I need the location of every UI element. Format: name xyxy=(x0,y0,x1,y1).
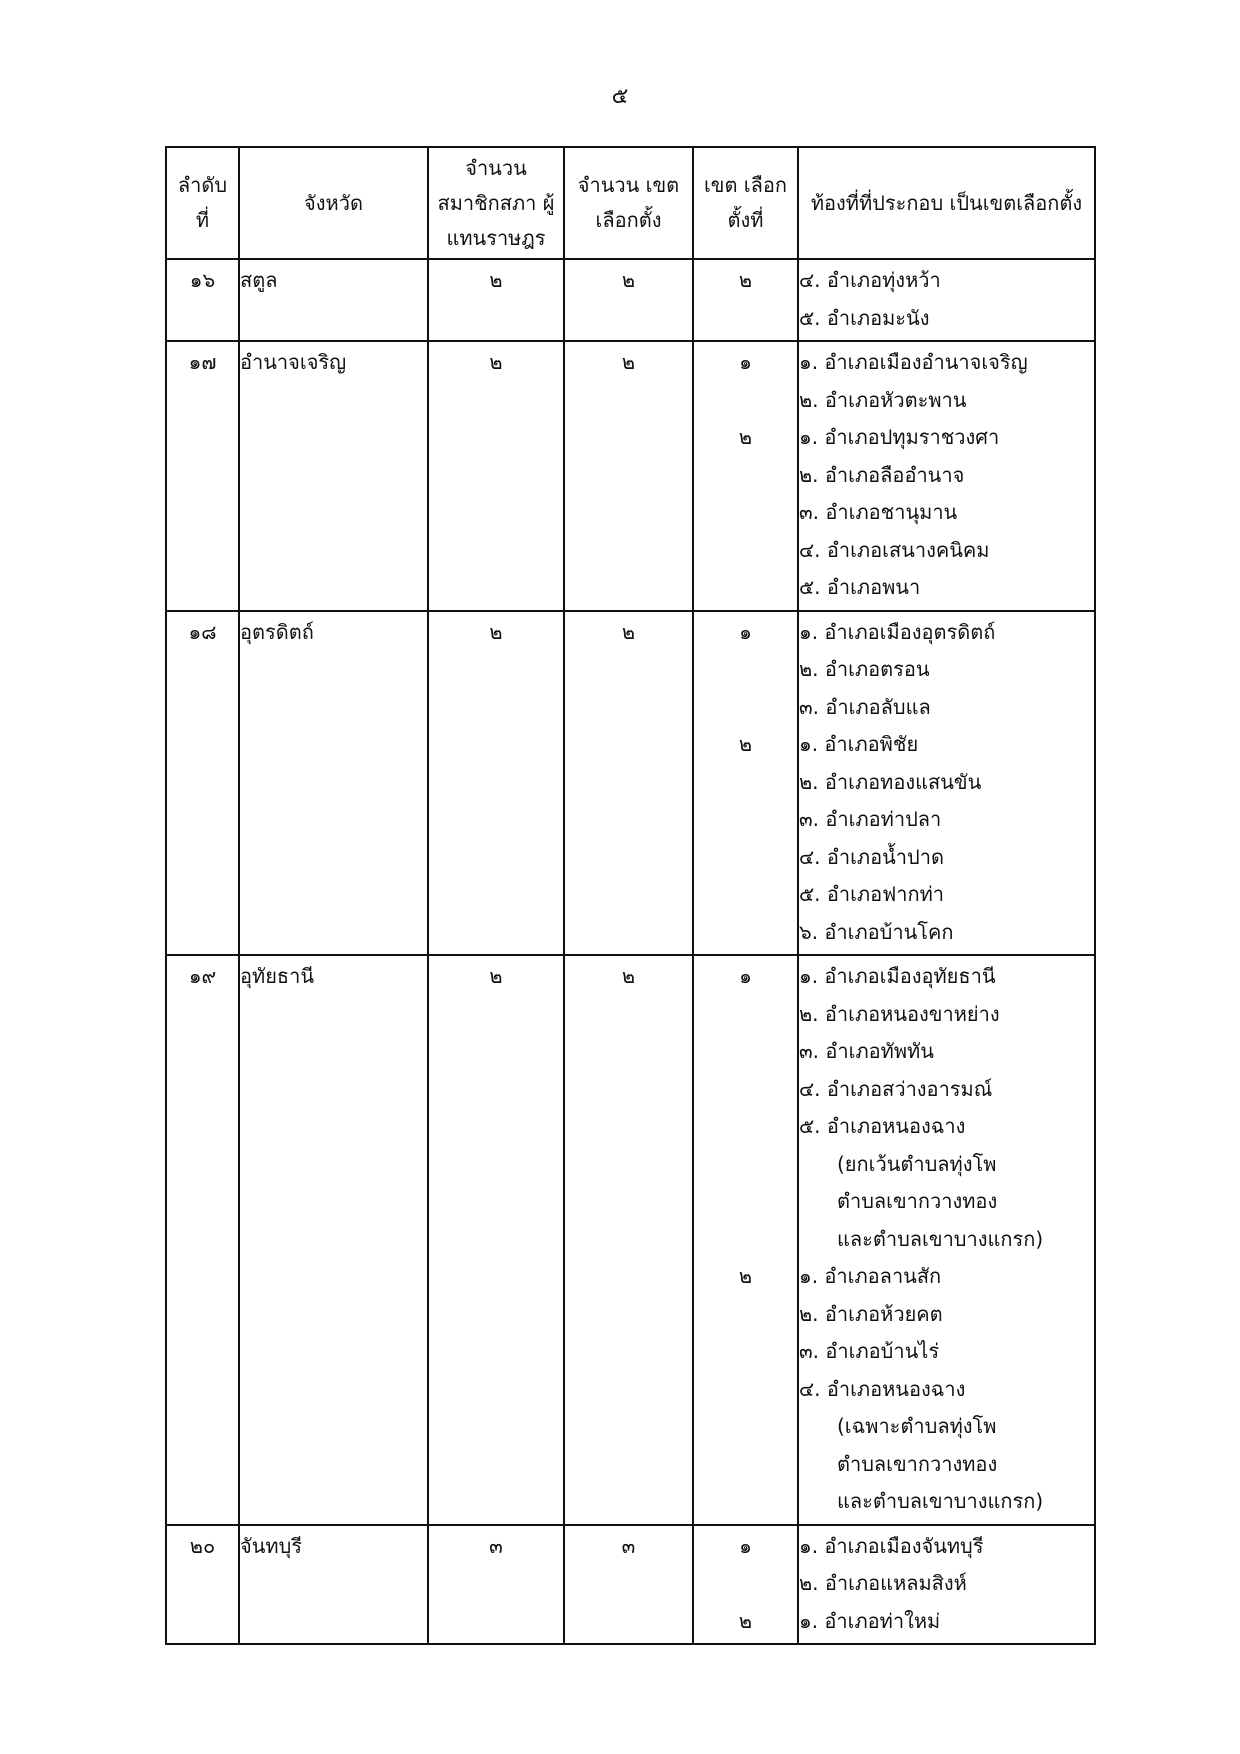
area-line: ตำบลเขากวางทอง xyxy=(837,1451,998,1476)
districts-count-cell xyxy=(564,341,693,611)
area-line: ๓. อำเภอบ้านไร่ xyxy=(799,1339,940,1363)
area-line: ๑. อำเภอเมืองอุทัยธานี xyxy=(799,964,996,988)
districts-count-cell xyxy=(564,611,693,956)
province-name-cell xyxy=(239,259,428,341)
district-number xyxy=(694,1371,797,1409)
table-row xyxy=(166,955,1095,1525)
area-line: ๒. อำเภอแหลมสิงห์ xyxy=(799,1571,967,1595)
district-number xyxy=(694,996,797,1034)
members-count: ๒ xyxy=(489,964,503,988)
order-number: ๑๘ xyxy=(188,619,217,644)
header-province: จังหวัด xyxy=(239,147,428,259)
district-number xyxy=(694,382,797,420)
province-name: อุทัยธานี xyxy=(240,964,315,988)
area-line: ๑. อำเภอพิชัย xyxy=(799,732,919,756)
area-line: ๒. อำเภอทองแสนขัน xyxy=(799,769,982,794)
district-number: ๒ xyxy=(738,1608,753,1633)
order-number: ๒๐ xyxy=(189,1533,216,1558)
district-number xyxy=(694,569,797,607)
header-order: ลำดับ ที่ xyxy=(166,147,239,259)
area-line: ๓. อำเภอทัพทัน xyxy=(799,1039,934,1063)
areas-cell xyxy=(798,259,1095,341)
area-line: ๑. อำเภอปทุมราชวงศา xyxy=(799,425,1000,449)
area-line: ๒. อำเภอตรอน xyxy=(799,657,930,681)
district-number xyxy=(694,1221,797,1259)
area-line: ๕. อำเภอมะนัง xyxy=(799,305,930,330)
district-number xyxy=(694,1446,797,1484)
province-name: อุตรดิตถ์ xyxy=(240,619,314,644)
district-number: ๒ xyxy=(738,732,753,756)
district-number-cell xyxy=(693,1525,798,1645)
area-line: ๔. อำเภอหนองฉาง xyxy=(799,1376,966,1401)
district-number: ๑ xyxy=(739,964,752,988)
district-number-cell xyxy=(693,259,798,341)
areas-cell xyxy=(798,611,1095,956)
page-number: ๕ xyxy=(611,84,629,109)
area-line: ๒. อำเภอห้วยคต xyxy=(799,1301,943,1326)
province-name-cell xyxy=(239,341,428,611)
area-line: ตำบลเขากวางทอง xyxy=(837,1189,998,1213)
area-line: (เฉพาะตำบลทุ่งโพ xyxy=(837,1414,997,1438)
districts-count: ๒ xyxy=(621,619,636,644)
order-number-cell xyxy=(166,1525,239,1645)
header-districts-count: จำนวน เขตเลือกตั้ง xyxy=(564,147,693,259)
area-line: ๔. อำเภอสว่างอารมณ์ xyxy=(799,1076,993,1101)
header-district-no: เขต เลือกตั้งที่ xyxy=(693,147,798,259)
province-name-cell xyxy=(239,1525,428,1645)
members-count-cell xyxy=(428,1525,564,1645)
district-number xyxy=(694,1408,797,1446)
order-number-cell xyxy=(166,259,239,341)
area-line: ๓. อำเภอลับแล xyxy=(799,694,931,719)
constituency-table xyxy=(165,146,1096,1645)
district-number xyxy=(694,457,797,495)
district-number: ๒ xyxy=(738,425,753,449)
province-name: อำนาจเจริญ xyxy=(240,350,347,374)
members-count: ๓ xyxy=(489,1533,503,1558)
area-line: ๒. อำเภอหัวตะพาน xyxy=(799,387,967,412)
district-number xyxy=(694,1296,797,1334)
district-number xyxy=(694,839,797,877)
districts-count: ๓ xyxy=(621,1533,636,1558)
order-number: ๑๖ xyxy=(189,268,216,292)
district-number xyxy=(694,1146,797,1184)
order-number-cell xyxy=(166,955,239,1525)
area-line: ๓. อำเภอท่าปลา xyxy=(799,807,942,831)
members-count: ๒ xyxy=(489,619,503,644)
area-line: ๔. อำเภอทุ่งหว้า xyxy=(799,268,941,292)
district-number: ๑ xyxy=(739,350,752,374)
province-name-cell xyxy=(239,611,428,956)
area-line: ๑. อำเภอท่าใหม่ xyxy=(799,1608,941,1633)
district-number xyxy=(694,651,797,689)
area-line: ๑. อำเภอเมืองจันทบุรี xyxy=(799,1533,984,1558)
members-count-cell xyxy=(428,955,564,1525)
table-body xyxy=(166,259,1095,1644)
table-row xyxy=(166,341,1095,611)
districts-count: ๒ xyxy=(621,964,636,988)
order-number: ๑๗ xyxy=(188,350,217,374)
area-line: ๑. อำเภอเมืองอุตรดิตถ์ xyxy=(799,619,996,644)
area-line: ๒. อำเภอลืออำนาจ xyxy=(799,462,965,487)
district-number-cell xyxy=(693,611,798,956)
area-line: ๕. อำเภอฟากท่า xyxy=(799,882,945,906)
district-number: ๑ xyxy=(739,1533,752,1558)
members-count-cell xyxy=(428,259,564,341)
members-count-cell xyxy=(428,611,564,956)
districts-count: ๒ xyxy=(621,268,636,292)
district-number: ๒ xyxy=(738,268,753,292)
members-count-cell xyxy=(428,341,564,611)
order-number-cell xyxy=(166,611,239,956)
district-number: ๑ xyxy=(739,619,752,644)
table-row xyxy=(166,611,1095,956)
district-number xyxy=(694,1183,797,1221)
districts-count-cell xyxy=(564,955,693,1525)
order-number-cell xyxy=(166,341,239,611)
district-number xyxy=(694,1483,797,1521)
district-number xyxy=(694,876,797,914)
area-line: และตำบลเขาบางแกรก) xyxy=(837,1489,1044,1513)
areas-cell xyxy=(798,341,1095,611)
province-name-cell xyxy=(239,955,428,1525)
district-number xyxy=(694,914,797,952)
header-areas: ท้องที่ที่ประกอบ เป็นเขตเลือกตั้ง xyxy=(798,147,1095,259)
districts-count-cell xyxy=(564,259,693,341)
areas-cell xyxy=(798,1525,1095,1645)
members-count: ๒ xyxy=(489,350,503,374)
areas-cell xyxy=(798,955,1095,1525)
table-row xyxy=(166,1525,1095,1645)
area-line: ๕. อำเภอพนา xyxy=(799,575,921,599)
area-line: ๖. อำเภอบ้านโคก xyxy=(799,919,954,944)
area-line: และตำบลเขาบางแกรก) xyxy=(837,1226,1044,1251)
order-number: ๑๙ xyxy=(188,964,217,988)
district-number xyxy=(694,689,797,727)
district-number xyxy=(694,1565,797,1603)
area-line: ๔. อำเภอเสนางคนิคม xyxy=(799,537,990,562)
district-number-cell xyxy=(693,341,798,611)
area-line: ๒. อำเภอหนองขาหย่าง xyxy=(799,1001,1000,1026)
district-number xyxy=(694,1033,797,1071)
area-line: ๑. อำเภอเมืองอำนาจเจริญ xyxy=(799,350,1028,374)
table-header-row xyxy=(166,147,1095,259)
province-name: สตูล xyxy=(240,268,278,292)
district-number xyxy=(694,1071,797,1109)
district-number-cell xyxy=(693,955,798,1525)
district-number: ๒ xyxy=(738,1264,753,1288)
district-number xyxy=(694,1333,797,1371)
district-number xyxy=(694,764,797,802)
districts-count-cell xyxy=(564,1525,693,1645)
district-number xyxy=(694,300,797,338)
district-number xyxy=(694,801,797,839)
area-line: ๕. อำเภอหนองฉาง xyxy=(799,1114,966,1138)
district-number xyxy=(694,494,797,532)
area-line: ๓. อำเภอชานุมาน xyxy=(799,500,958,524)
members-count: ๒ xyxy=(489,268,503,292)
province-name: จันทบุรี xyxy=(240,1533,303,1558)
district-number xyxy=(694,1108,797,1146)
area-line: ๔. อำเภอน้ำปาด xyxy=(799,844,944,869)
district-number xyxy=(694,532,797,570)
header-members: จำนวน สมาชิกสภา ผู้แทนราษฎร xyxy=(428,147,564,259)
districts-count: ๒ xyxy=(621,350,636,374)
area-line: (ยกเว้นตำบลทุ่งโพ xyxy=(837,1151,997,1176)
table-row xyxy=(166,259,1095,341)
area-line: ๑. อำเภอลานสัก xyxy=(799,1264,942,1288)
